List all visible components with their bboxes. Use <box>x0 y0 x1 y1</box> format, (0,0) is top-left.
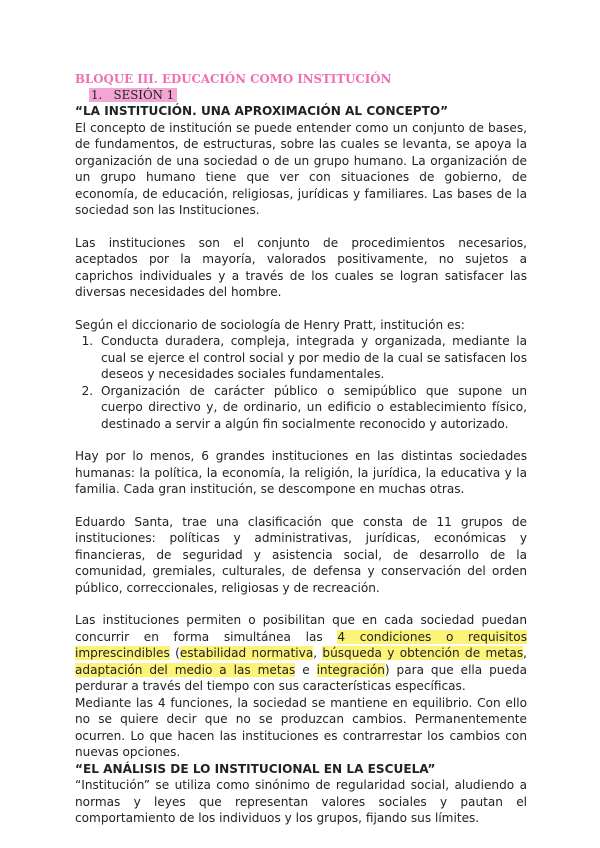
highlight-adaptacion: adaptación del medio a las metas <box>75 662 296 677</box>
text-run: , <box>523 646 527 660</box>
paragraph-procedimientos: Las instituciones son el conjunto de procedimientos necesarios, aceptados por la mayoría, valorados positivamente, no sujetos a caprichos individuales y a través de los cuales se logran satisfacer las diversas necesidades del hombre. <box>75 235 527 299</box>
paragraph-seis-instituciones: Hay por lo menos, 6 grandes instituciones en las distintas sociedades humanas: la política, la economía, la religión, la jurídica, la educativa y la familia. Cada gran institución, se descompone en muchas otras. <box>75 449 527 496</box>
highlight-metas: búsqueda y obtención de metas <box>322 646 524 660</box>
definition-list <box>75 333 527 432</box>
sesion-label: 1. SESIÓN 1 <box>89 88 177 102</box>
highlight-condiciones: 4 condiciones o requisitos imprescindibles <box>75 629 527 660</box>
document-body <box>75 71 527 827</box>
paragraph-condiciones <box>75 612 527 695</box>
list-item: 1. Conducta duradera, compleja, integrada y organizada, mediante la cual se ejerce el control social y por medio de la cual se satisfacen los deseos y necesidades sociales fundamentales. <box>97 333 527 383</box>
text-run: , <box>313 646 323 660</box>
paragraph-pratt-intro: Según el diccionario de sociología de Henry Pratt, institución es: <box>75 317 465 332</box>
paragraph-regularidad: “Institución” se utiliza como sinónimo de regularidad social, aludiendo a normas y leyes que representan valores sociales y pautan el comportamiento de los individuos y los grupos, fijando sus límites. <box>75 778 527 825</box>
paragraph-equilibrio: Mediante las 4 funciones, la sociedad se mantiene en equilibrio. Con ello no se quiere decir que no se produzcan cambios. Permanentemente ocurren. Lo que hacen las instituciones es contrarrestar los cambios con nuevas opciones. <box>75 695 527 759</box>
section-heading-escuela: “EL ANÁLISIS DE LO INSTITUCIONAL EN LA ESCUELA” <box>75 761 436 776</box>
section-heading-institucion: “LA INSTITUCIÓN. UNA APROXIMACIÓN AL CONCEPTO” <box>75 104 449 118</box>
highlight-estabilidad: estabilidad normativa <box>179 646 314 660</box>
text-run: Las instituciones permiten o posibilitan que en cada sociedad puedan concurrir en forma simultánea las <box>75 613 527 644</box>
paragraph-concepto: El concepto de institución se puede entender como un conjunto de bases, de fundamentos, de estructuras, sobre las cuales se levanta, se apoya la organización de una sociedad o de un grupo humano. La organización de un grupo humano tiene que ver con situaciones de gobierno, de economía, de educación, religiosas, jurídicas y familiares. Las bases de la sociedad son las Instituciones. <box>75 120 527 217</box>
sesion-line <box>89 87 527 103</box>
paragraph-eduardo-santa: Eduardo Santa, trae una clasificación que consta de 11 grupos de instituciones: políticas y administrativas, jurídicas, económicas y financieras, de seguridad y asistencia social, de desarrollo de la comunidad, gremiales, culturales, de defensa y conservación del orden público, correccionales, religiosas y de recreación. <box>75 514 527 595</box>
text-run: ( <box>169 646 180 660</box>
list-item: 2. Organización de carácter público o semipúblico que supone un cuerpo directivo y, de ordinario, un edificio o establecimiento físico, destinado a servir a algún fin socialmente reconocido y autorizado. <box>97 383 527 433</box>
text-run: ) para que ella pueda perdurar a través del tiempo con sus características específicas. <box>75 662 527 693</box>
bloque-title: BLOQUE III. EDUCACIÓN COMO INSTITUCIÓN <box>75 72 392 86</box>
text-run: e <box>295 662 317 677</box>
highlight-integracion: integración <box>316 662 385 677</box>
